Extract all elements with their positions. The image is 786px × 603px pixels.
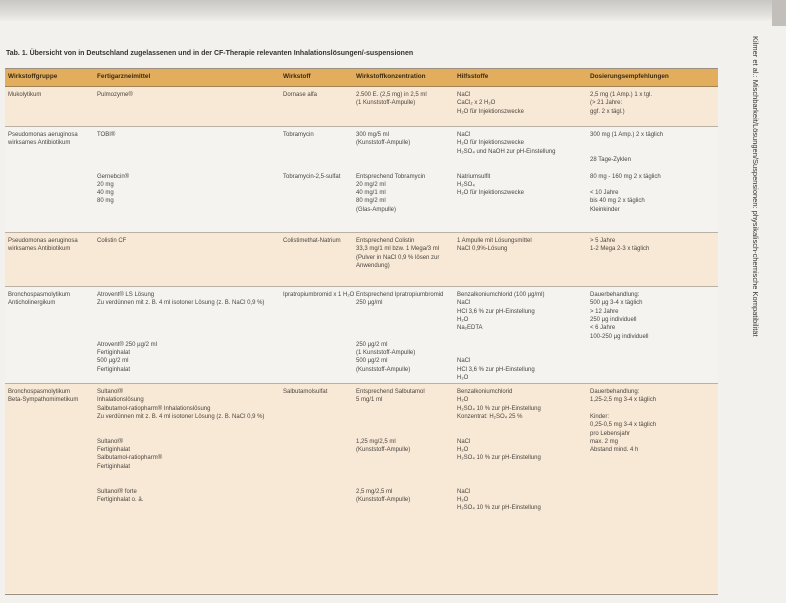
cell-wirkstoff-line: Tobramycin-2,5-sulfat	[283, 173, 341, 180]
cell-dosierungsempfehlungen-line: 2,5 mg (1 Amp.) 1 x tgl.	[590, 92, 653, 98]
cell-wirkstoffkonzentration-line: Entsprechend Ipratropiumbromid	[356, 292, 444, 298]
cell-wirkstoff-line: Colistimethat-Natrium	[283, 238, 341, 244]
cell-fertigarzneimittel-line: 40 mg	[97, 190, 114, 197]
cell-hilfsstoffe-line: Konzentrat: H₂SO₄ 25 %	[457, 413, 523, 420]
cell-hilfsstoffe-line: Benzalkoniumchlorid (100 µg/ml)	[457, 292, 545, 298]
cell-dosierungsempfehlungen-line: 100-250 µg individuell	[590, 333, 649, 340]
cell-dosierungsempfehlungen-line: 500 µg 3-4 x täglich	[590, 300, 643, 307]
cell-hilfsstoffe-line: H₂O	[457, 447, 469, 454]
cell-dosierungsempfehlungen-line: Kleinkinder	[590, 206, 620, 213]
cell-fertigarzneimittel-line: Zu verdünnen mit z. B. 4 ml isotoner Lösung (z. B. NaCl 0,9 %)	[97, 300, 265, 307]
cell-wirkstoffkonzentration-line: Anwendung)	[356, 262, 390, 269]
cell-wirkstoffkonzentration-line: (Kunststoff-Ampulle)	[356, 140, 411, 147]
cell-dosierungsempfehlungen-line: Dauerbehandlung:	[590, 389, 640, 395]
cell-wirkstoffgruppe-line: Mukolytikum	[8, 92, 42, 98]
header-wirkstoffgruppe: Wirkstoffgruppe	[8, 73, 58, 80]
cell-dosierungsempfehlungen-line: 250 µg individuell	[590, 316, 637, 323]
cell-fertigarzneimittel-line: Salbutamol-ratiopharm® Inhalationslösung	[97, 405, 211, 412]
cell-fertigarzneimittel-line: Fertiginhalat	[97, 350, 131, 357]
cell-dosierungsempfehlungen-line: bis 40 mg 2 x täglich	[590, 198, 645, 205]
cell-dosierungsempfehlungen-line: 1-2 Mega 2-3 x täglich	[590, 246, 650, 253]
cell-fertigarzneimittel-line: Inhalationslösung	[97, 397, 144, 404]
cell-dosierungsempfehlungen-line: ggf. 2 x tägl.)	[590, 108, 625, 115]
cell-wirkstoffgruppe-line: wirksames Antibiotikum	[8, 246, 71, 253]
table-row-group	[5, 233, 718, 287]
cell-fertigarzneimittel-line: Sultanol®	[97, 389, 124, 395]
cell-fertigarzneimittel-line: 20 mg	[97, 181, 114, 188]
cell-wirkstoffkonzentration-line: 2,5 mg/2,5 ml	[356, 488, 393, 495]
cell-fertigarzneimittel-line: Atrovent® 250 µg/2 ml	[97, 341, 157, 348]
cell-wirkstoffkonzentration-line: 5 mg/1 ml	[356, 397, 383, 404]
cell-wirkstoffkonzentration-line: (Kunststoff-Ampulle)	[356, 496, 411, 503]
cell-fertigarzneimittel-line: Atrovent® LS Lösung	[97, 292, 155, 298]
cell-hilfsstoffe-line: HCl 3,6 % zur pH-Einstellung	[457, 366, 535, 373]
cell-hilfsstoffe-line: H₂SO₄	[457, 181, 475, 188]
cell-hilfsstoffe-line: H₂O für Injektionszwecke	[457, 190, 525, 197]
cell-fertigarzneimittel-line: Gernebcin®	[97, 173, 130, 180]
cell-hilfsstoffe-line: H₂SO₄ 10 % zur pH-Einstellung	[457, 405, 541, 412]
cell-wirkstoffkonzentration-line: (Pulver in NaCl 0,9 % lösen zur	[356, 254, 440, 261]
cell-dosierungsempfehlungen-line: 80 mg - 160 mg 2 x täglich	[590, 173, 661, 180]
header-fertigarzneimittel: Fertigarzneimittel	[97, 73, 151, 80]
header-wirkstoff: Wirkstoff	[283, 73, 311, 80]
cell-wirkstoffkonzentration-line: 1,25 mg/2,5 ml	[356, 438, 396, 445]
cell-wirkstoffkonzentration-line: 300 mg/5 ml	[356, 132, 390, 138]
cell-hilfsstoffe-line: Natriumsulfit	[457, 173, 491, 180]
cell-fertigarzneimittel-line: Salbutamol-ratiopharm®	[97, 455, 163, 462]
cell-dosierungsempfehlungen-line: > 12 Jahre	[590, 308, 619, 315]
header-wirkstoffkonzentration: Wirkstoffkonzentration	[356, 73, 426, 80]
cell-hilfsstoffe-line: NaCl	[457, 438, 471, 445]
cell-wirkstoff-line: Ipratropiumbromid x 1 H₂O	[283, 292, 355, 298]
cell-hilfsstoffe-line: H₂O	[457, 397, 469, 404]
cell-fertigarzneimittel-line: Zu verdünnen mit z. B. 4 ml isotoner Lösung (z. B. NaCl 0,9 %)	[97, 413, 265, 420]
cell-wirkstoff-line: Tobramycin	[283, 132, 314, 138]
page-corner	[772, 0, 786, 26]
cell-wirkstoffkonzentration-line: 250 µg/ml	[356, 300, 383, 307]
cell-dosierungsempfehlungen-line: 0,25-0,5 mg 3-4 x täglich	[590, 422, 657, 429]
cell-wirkstoffkonzentration-line: Entsprechend Tobramycin	[356, 173, 426, 180]
cell-wirkstoffgruppe-line: Anticholinergikum	[8, 300, 56, 307]
cell-hilfsstoffe-line: H₂O	[457, 316, 469, 323]
cell-dosierungsempfehlungen-line: Dauerbehandlung:	[590, 292, 640, 298]
cell-wirkstoffkonzentration-line: (Glas-Ampulle)	[356, 206, 397, 213]
cell-dosierungsempfehlungen-line: < 6 Jahre	[590, 325, 616, 332]
cell-wirkstoffkonzentration-line: 40 mg/1 ml	[356, 190, 386, 197]
cell-fertigarzneimittel-line: 500 µg/2 ml	[97, 358, 129, 365]
cell-wirkstoffgruppe-line: Beta-Sympathomimetikum	[8, 397, 79, 404]
table-row-group	[5, 384, 718, 593]
cell-hilfsstoffe-line: H₂O für Injektionszwecke	[457, 108, 525, 115]
cell-hilfsstoffe-line: H₂SO₄ 10 % zur pH-Einstellung	[457, 455, 541, 462]
table-caption: Tab. 1. Übersicht von in Deutschland zugelassenen und in der CF-Therapie relevanten Inhalationslösungen/-suspensionen	[6, 50, 414, 57]
header-dosierungsempfehlungen: Dosierungsempfehlungen	[590, 73, 669, 80]
cell-wirkstoff-line: Salbutamolsulfat	[283, 389, 328, 395]
header-hilfsstoffe: Hilfsstoffe	[457, 73, 489, 80]
cell-dosierungsempfehlungen-line: 28 Tage-Zyklen	[590, 156, 631, 163]
cell-hilfsstoffe-line: NaCl 0,9%-Lösung	[457, 246, 508, 253]
cell-fertigarzneimittel-line: Pulmozyme®	[97, 92, 133, 98]
cell-hilfsstoffe-line: H₂O für Injektionszwecke	[457, 140, 525, 147]
cell-hilfsstoffe-line: NaCl	[457, 92, 471, 98]
cell-hilfsstoffe-line: NaCl	[457, 132, 471, 138]
cell-dosierungsempfehlungen-line: (> 21 Jahre:	[590, 100, 623, 107]
cell-wirkstoffgruppe-line: Pseudomonas aeruginosa	[8, 132, 78, 138]
top-edge-band	[0, 0, 786, 22]
cell-hilfsstoffe-line: 1 Ampulle mit Lösungsmittel	[457, 238, 532, 244]
cell-fertigarzneimittel-line: Fertiginhalat	[97, 447, 131, 454]
cell-wirkstoffkonzentration-line: 80 mg/2 ml	[356, 198, 386, 205]
cell-dosierungsempfehlungen-line: Abstand mind. 4 h	[590, 447, 639, 454]
cell-wirkstoffgruppe-line: Bronchospasmolytikum	[8, 389, 71, 395]
cell-hilfsstoffe-line: NaCl	[457, 358, 471, 365]
cell-wirkstoffgruppe-line: Pseudomonas aeruginosa	[8, 238, 78, 244]
cell-wirkstoffkonzentration-line: 33,3 mg/1 ml bzw. 1 Mega/3 ml	[356, 246, 440, 253]
cell-hilfsstoffe-line: Na₂EDTA	[457, 325, 483, 332]
cell-fertigarzneimittel-line: 80 mg	[97, 198, 114, 205]
cell-hilfsstoffe-line: H₂O	[457, 496, 469, 503]
cell-wirkstoffkonzentration-line: 500 µg/2 ml	[356, 358, 388, 365]
cell-hilfsstoffe-line: CaCl₂ x 2 H₂O	[457, 100, 496, 107]
cell-dosierungsempfehlungen-line: Kinder:	[590, 413, 610, 420]
table-header-row	[5, 69, 718, 87]
cell-wirkstoff-line: Dornase alfa	[283, 92, 318, 98]
table-row-group	[5, 287, 718, 384]
cell-fertigarzneimittel-line: Fertiginhalat	[97, 366, 131, 373]
table-row-group	[5, 127, 718, 233]
cell-fertigarzneimittel-line: Colistin CF	[97, 238, 127, 244]
cell-wirkstoffkonzentration-line: (1 Kunststoff-Ampulle)	[356, 350, 416, 357]
cell-wirkstoffkonzentration-line: 2.500 E. (2,5 mg) in 2,5 ml	[356, 92, 427, 98]
cell-fertigarzneimittel-line: Sultanol®	[97, 438, 124, 445]
cell-hilfsstoffe-line: H₂SO₄ 10 % zur pH-Einstellung	[457, 505, 541, 512]
cell-wirkstoffkonzentration-line: (Kunststoff-Ampulle)	[356, 447, 411, 454]
cell-wirkstoffgruppe-line: Bronchospasmolytikum	[8, 292, 71, 298]
cell-dosierungsempfehlungen-line: pro Lebensjahr	[590, 430, 631, 437]
cell-wirkstoffkonzentration-line: Entsprechend Colistin	[356, 238, 415, 244]
cell-wirkstoffkonzentration-line: (1 Kunststoff-Ampulle)	[356, 100, 416, 107]
cell-wirkstoffkonzentration-line: (Kunststoff-Ampulle)	[356, 366, 411, 373]
cell-hilfsstoffe-line: NaCl	[457, 488, 471, 495]
cell-wirkstoffkonzentration-line: 20 mg/2 ml	[356, 181, 386, 188]
cell-fertigarzneimittel-line: TOBI®	[97, 132, 116, 138]
cell-dosierungsempfehlungen-line: > 5 Jahre	[590, 238, 616, 244]
cell-dosierungsempfehlungen-line: 1,25-2,5 mg 3-4 x täglich	[590, 397, 657, 404]
cell-fertigarzneimittel-line: Fertiginhalat	[97, 463, 131, 470]
cell-wirkstoffkonzentration-line: Entsprechend Salbutamol	[356, 389, 425, 395]
cell-wirkstoffgruppe-line: wirksames Antibiotikum	[8, 140, 71, 147]
cell-dosierungsempfehlungen-line: 300 mg (1 Amp.) 2 x täglich	[590, 132, 664, 138]
cell-fertigarzneimittel-line: Fertiginhalat o. ä.	[97, 496, 144, 503]
compatibility-table	[5, 68, 718, 595]
cell-fertigarzneimittel-line: Sultanol® forte	[97, 488, 137, 495]
cell-hilfsstoffe-line: H₂O	[457, 375, 469, 381]
cell-dosierungsempfehlungen-line: max. 2 mg	[590, 438, 619, 445]
cell-dosierungsempfehlungen-line: < 10 Jahre	[590, 190, 619, 197]
cell-hilfsstoffe-line: Benzalkoniumchlorid	[457, 389, 513, 395]
table-row-group	[5, 87, 718, 127]
cell-hilfsstoffe-line: H₂SO₄ und NaOH zur pH-Einstellung	[457, 148, 556, 155]
cell-wirkstoffkonzentration-line: 250 µg/2 ml	[356, 341, 388, 348]
running-header-vertical: Kilmer et al.: Mischbarkeit/Lösungen/Suspensionen: physikalisch-chemische Kompatibilität	[751, 36, 760, 337]
cell-hilfsstoffe-line: HCl 3,6 % zur pH-Einstellung	[457, 308, 535, 315]
cell-hilfsstoffe-line: NaCl	[457, 300, 471, 307]
